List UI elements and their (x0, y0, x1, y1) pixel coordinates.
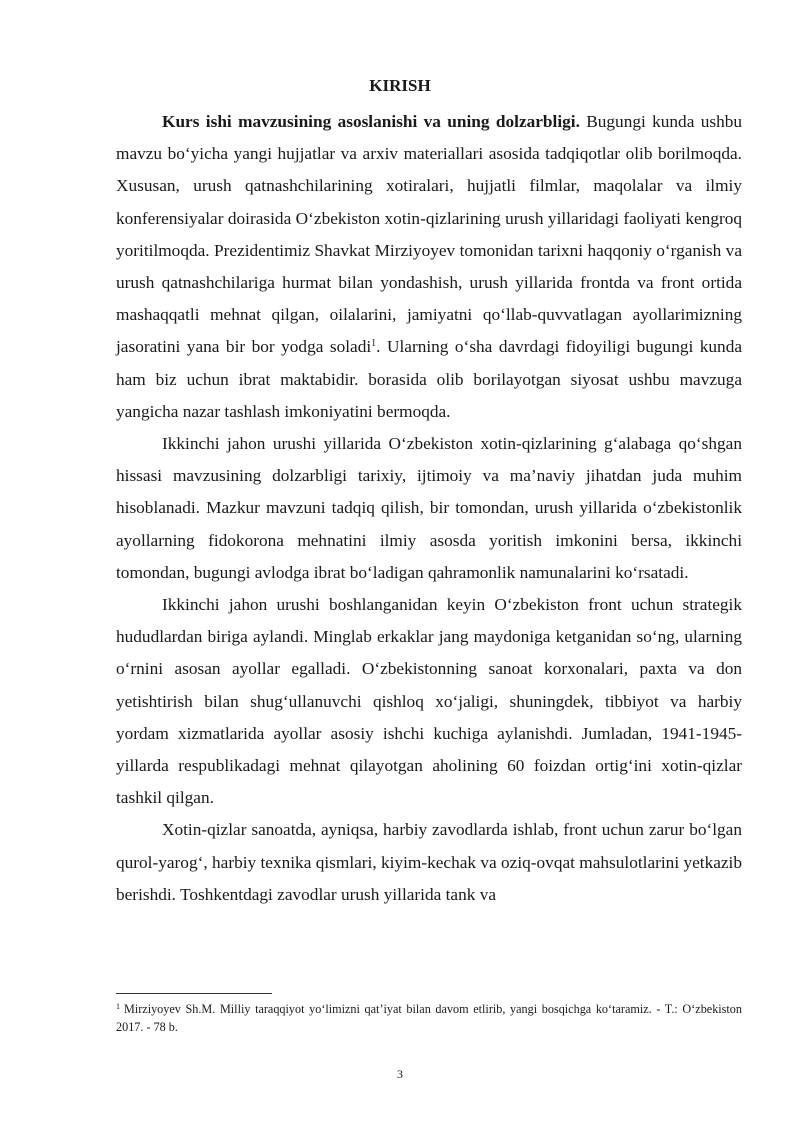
body-text (116, 106, 742, 911)
footnote-mark: 1 (116, 1002, 120, 1011)
paragraph-lead: Kurs ishi mavzusining asoslanishi va uning dolzarbligi. (162, 112, 580, 131)
paragraph-4: Xotin-qizlar sanoatda, ayniqsa, harbiy zavodlarda ishlab, front uchun zarur bo‘lgan qurol-yarog‘, harbiy texnika qismlari, kiyim-kechak va oziq-ovqat mahsulotlarini yetkazib berishdi. Toshkentdagi zavodlar urush yillarida tank va (116, 820, 742, 904)
footnote-text: Mirziyoyev Sh.M. Milliy taraqqiyot yo‘limizni qat’iyat bilan davom etlirib, yangi bosqichga ko‘taramiz. - T.: O‘zbekiston 2017. - 78 b. (116, 1002, 742, 1034)
paragraph-3: Ikkinchi jahon urushi boshlanganidan keyin O‘zbekiston front uchun strategik hududlardan biriga aylandi. Minglab erkaklar jang maydoniga ketganidan so‘ng, ularning o‘rnini asosan ayollar egalladi. O‘zbekistonning sanoat korxonalari, paxta va don yetishtirish bilan shug‘ullanuvchi qishloq xo‘jaligi, shuningdek, tibbiyot va harbiy yordam xizmatlarida ayollar asosiy ishchi kuchiga aylanishdi. Jumladan, 1941-1945-yillarda respublikadagi mehnat qilayotgan aholining 60 foizdan ortig‘ini xotin-qizlar tashkil qilgan. (116, 595, 742, 808)
section-heading: KIRISH (369, 76, 431, 95)
footnote-reference[interactable]: 1 (371, 338, 377, 350)
footnote (116, 1000, 742, 1036)
page-number: 3 (397, 1067, 403, 1081)
paragraph-text: Bugungi kunda ushbu mavzu bo‘yicha yangi hujjatlar va arxiv materiallari asosida tadqiqotlar olib borilmoqda. Xususan, urush qatnashchilarining xotiralari, hujjatli filmlar, maqolalar va ilmiy konferensiyalar doirasida O‘zbekiston xotin-qizlarining urush yillaridagi faoliyati kengroq yoritilmoqda. Prezidentimiz Shavkat Mirziyoyev tomonidan tarixni haqqoniy o‘rganish va urush qatnashchilariga hurmat bilan yondashish, urush yillarida frontda va front ortida mashaqqatli mehnat qilgan, oilalarini, jamiyatni qo‘llab-quvvatlagan ayollarimizning jasoratini yana bir bor yodga soladi (116, 112, 742, 357)
paragraph-1 (116, 106, 742, 428)
footnote-divider (116, 993, 272, 994)
paragraph-2: Ikkinchi jahon urushi yillarida O‘zbekiston xotin-qizlarining g‘alabaga qo‘shgan hissasi mavzusining dolzarbligi tarixiy, ijtimoiy va ma’naviy jihatdan juda muhim hisoblanadi. Mazkur mavzuni tadqiq qilish, bir tomondan, urush yillarida o‘zbekistonlik ayollarning fidokorona mehnatini ilmiy asosda yoritish imkonini bersa, ikkinchi tomondan, bugungi avlodga ibrat bo‘ladigan qahramonlik namunalarini ko‘rsatadi. (116, 434, 742, 582)
paragraph-text-continued: . Ularning o‘sha davrdagi fidoyiligi bugungi kunda ham biz uchun ibrat maktabidir. borasida olib borilayotgan siyosat ushbu mavzuga yangicha nazar tashlash imkoniyatini bermoqda. (116, 337, 743, 421)
